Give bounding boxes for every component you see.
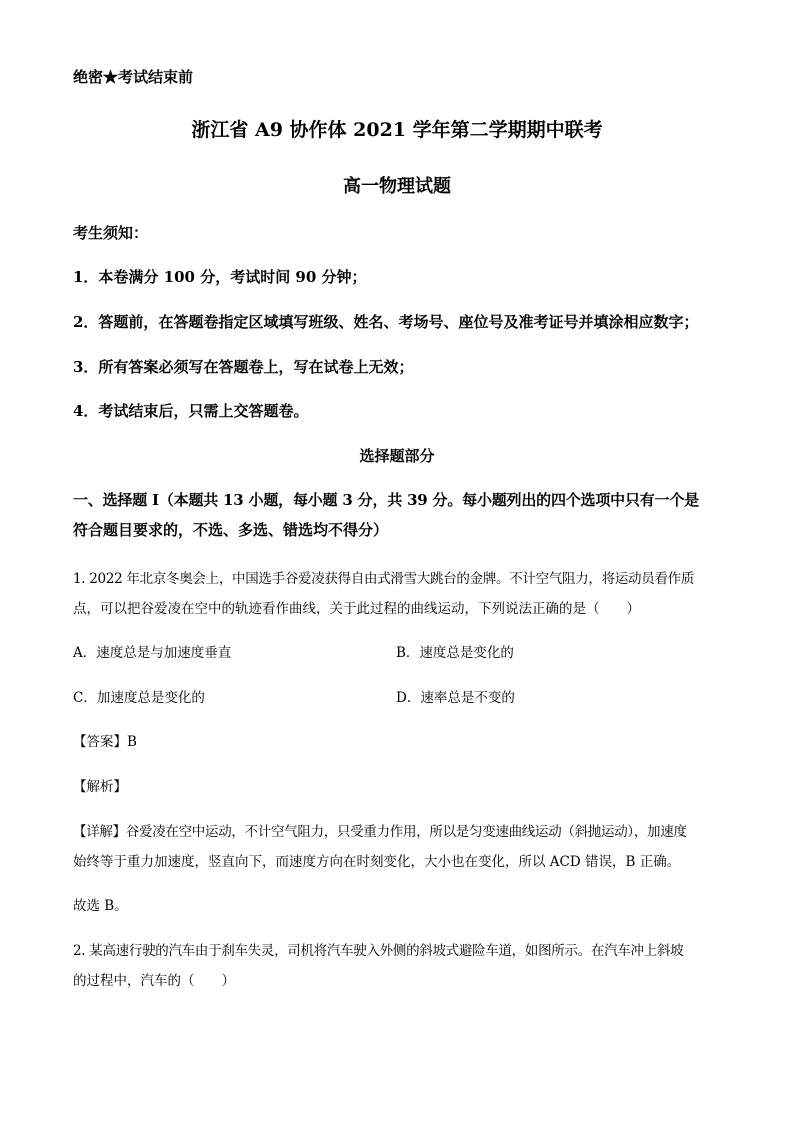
notice-heading: 考生须知： <box>73 224 149 242</box>
section-intro-line2: 符合题目要求的，不选、多选、错选均不得分） <box>73 521 389 539</box>
q1-option-a: A．速度总是与加速度垂直 <box>73 645 232 661</box>
q1-option-c: C．加速度总是变化的 <box>73 690 205 706</box>
notice-item: 3．所有答案必须写在答题卷上，写在试卷上无效； <box>73 358 414 376</box>
q1-answer: 【答案】B <box>73 734 137 750</box>
q1-detail-line1: 【详解】谷爱凌在空中运动，不计空气阻力，只受重力作用，所以是匀变速曲线运动（斜抛运动），加速度 <box>73 824 687 840</box>
confidential-label: 绝密★考试结束前 <box>73 68 194 86</box>
q1-detail-line2: 始终等于重力加速度，竖直向下，而速度方向在时刻变化，大小也在变化，所以 ACD 错误，B 正确。 <box>73 854 681 870</box>
q1-option-b: B．速度总是变化的 <box>396 645 514 661</box>
q1-analysis-label: 【解析】 <box>73 779 127 795</box>
section-title: 选择题部分 <box>359 447 435 465</box>
q2-stem-line2: 的过程中，汽车的（ ） <box>73 973 235 989</box>
notice-item: 1．本卷满分 100 分，考试时间 90 分钟； <box>73 268 367 286</box>
q1-stem-line1: 1. 2022 年北京冬奥会上，中国选手谷爱凌获得自由式滑雪大跳台的金牌。不计空气阻力，将运动员看作质 <box>73 571 695 587</box>
q1-stem-line2: 点，可以把谷爱凌在空中的轨迹看作曲线，关于此过程的曲线运动，下列说法正确的是（ ） <box>73 601 640 617</box>
q2-stem-line1: 2. 某高速行驶的汽车由于刹车失灵，司机将汽车驶入外侧的斜坡式避险车道，如图所示。在汽车冲上斜坡 <box>73 943 684 959</box>
exam-title: 浙江省 A9 协作体 2021 学年第二学期期中联考 <box>191 119 603 141</box>
q1-conclusion: 故选 B。 <box>73 898 128 914</box>
q1-option-d: D．速率总是不变的 <box>396 690 515 706</box>
notice-item: 4．考试结束后，只需上交答题卷。 <box>73 402 309 420</box>
exam-subtitle: 高一物理试题 <box>343 176 451 197</box>
notice-item: 2．答题前，在答题卷指定区域填写班级、姓名、考场号、座位号及准考证号并填涂相应数字； <box>73 313 699 331</box>
section-intro-line1: 一、选择题 I（本题共 13 小题，每小题 3 分，共 39 分。每小题列出的四个选项中只有一个是 <box>73 491 699 509</box>
